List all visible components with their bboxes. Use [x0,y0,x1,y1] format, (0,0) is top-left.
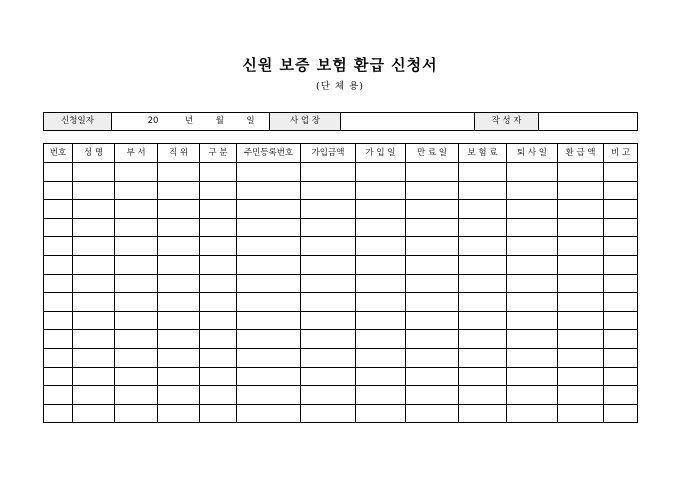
table-cell-remarks[interactable] [604,330,638,349]
table-cell-name[interactable] [73,367,115,386]
table-row [44,367,638,386]
table-cell-subscription-amount[interactable] [301,274,356,293]
table-row [44,274,638,293]
table-cell-join-date[interactable] [356,311,406,330]
table-cell-refund-amount[interactable] [558,293,604,312]
column-header-name: 성 명 [73,144,115,163]
table-cell-position[interactable] [158,237,200,256]
table-cell-resignation-date[interactable] [507,237,558,256]
table-cell-join-date[interactable] [356,330,406,349]
table-cell-resident-id[interactable] [237,311,301,330]
application-header-row [44,113,638,131]
date-month-unit: 월 [215,116,224,127]
table-cell-name[interactable] [73,330,115,349]
table-cell-position[interactable] [158,404,200,423]
table-cell-no[interactable] [44,218,73,237]
column-header-premium: 보 험 료 [459,144,507,163]
table-cell-resignation-date[interactable] [507,293,558,312]
date-day-unit: 일 [246,116,255,127]
date-year-prefix: 20 [147,116,159,127]
table-cell-expiry-date[interactable] [406,386,459,405]
table-cell-resignation-date[interactable] [507,404,558,423]
table-row [44,218,638,237]
table-cell-no[interactable] [44,200,73,219]
table-cell-position[interactable] [158,293,200,312]
table-cell-expiry-date[interactable] [406,255,459,274]
table-cell-refund-amount[interactable] [558,311,604,330]
workplace-field[interactable] [341,113,475,131]
table-cell-subscription-amount[interactable] [301,200,356,219]
table-cell-name[interactable] [73,274,115,293]
table-body [44,163,638,423]
table-cell-refund-amount[interactable] [558,330,604,349]
table-cell-join-date[interactable] [356,293,406,312]
table-cell-name[interactable] [73,311,115,330]
table-cell-refund-amount[interactable] [558,404,604,423]
table-cell-remarks[interactable] [604,255,638,274]
table-cell-resident-id[interactable] [237,404,301,423]
table-cell-resident-id[interactable] [237,367,301,386]
table-cell-no[interactable] [44,348,73,367]
table-cell-premium[interactable] [459,311,507,330]
application-date-field[interactable] [112,113,270,131]
column-header-subscription-amount: 가입금액 [301,144,356,163]
column-header-resignation-date: 퇴 사 일 [507,144,558,163]
table-header-row [44,144,638,163]
table-cell-subscription-amount[interactable] [301,293,356,312]
table-cell-resident-id[interactable] [237,330,301,349]
table-cell-name[interactable] [73,404,115,423]
table-cell-name[interactable] [73,181,115,200]
table-cell-refund-amount[interactable] [558,200,604,219]
table-cell-premium[interactable] [459,218,507,237]
table-row [44,255,638,274]
table-cell-resignation-date[interactable] [507,367,558,386]
table-cell-department[interactable] [115,218,158,237]
table-cell-subscription-amount[interactable] [301,330,356,349]
table-cell-department[interactable] [115,404,158,423]
table-cell-join-date[interactable] [356,367,406,386]
table-cell-premium[interactable] [459,163,507,182]
column-header-resident-id: 주민등록번호 [237,144,301,163]
table-cell-position[interactable] [158,348,200,367]
table-cell-expiry-date[interactable] [406,181,459,200]
table-cell-premium[interactable] [459,274,507,293]
table-cell-refund-amount[interactable] [558,255,604,274]
table-cell-subscription-amount[interactable] [301,386,356,405]
table-cell-expiry-date[interactable] [406,293,459,312]
column-header-refund-amount: 환 급 액 [558,144,604,163]
workplace-label: 사 업 장 [270,113,341,131]
table-cell-premium[interactable] [459,348,507,367]
table-cell-resident-id[interactable] [237,348,301,367]
table-cell-remarks[interactable] [604,237,638,256]
column-header-join-date: 가 입 일 [356,144,406,163]
table-cell-resident-id[interactable] [237,181,301,200]
table-cell-remarks[interactable] [604,163,638,182]
table-cell-join-date[interactable] [356,274,406,293]
table-cell-premium[interactable] [459,200,507,219]
table-cell-resident-id[interactable] [237,274,301,293]
table-cell-refund-amount[interactable] [558,367,604,386]
table-cell-no[interactable] [44,330,73,349]
author-field[interactable] [539,113,638,131]
table-cell-expiry-date[interactable] [406,237,459,256]
table-cell-join-date[interactable] [356,404,406,423]
table-cell-resignation-date[interactable] [507,330,558,349]
table-cell-resignation-date[interactable] [507,348,558,367]
table-cell-resident-id[interactable] [237,200,301,219]
table-cell-join-date[interactable] [356,218,406,237]
document-subtitle: (단 체 용) [316,81,364,92]
column-header-expiry-date: 만 료 일 [406,144,459,163]
table-cell-name[interactable] [73,386,115,405]
column-header-department: 부 서 [115,144,158,163]
table-cell-resignation-date[interactable] [507,218,558,237]
table-cell-remarks[interactable] [604,348,638,367]
table-cell-remarks[interactable] [604,274,638,293]
table-cell-department[interactable] [115,330,158,349]
table-cell-subscription-amount[interactable] [301,163,356,182]
table-cell-name[interactable] [73,200,115,219]
table-cell-refund-amount[interactable] [558,348,604,367]
table-cell-department[interactable] [115,163,158,182]
table-cell-department[interactable] [115,181,158,200]
table-cell-name[interactable] [73,293,115,312]
table-cell-remarks[interactable] [604,386,638,405]
table-cell-resident-id[interactable] [237,163,301,182]
table-cell-category[interactable] [200,163,237,182]
table-cell-category[interactable] [200,330,237,349]
table-cell-refund-amount[interactable] [558,274,604,293]
column-header-remarks: 비 고 [604,144,638,163]
table-cell-name[interactable] [73,348,115,367]
table-cell-category[interactable] [200,348,237,367]
table-cell-department[interactable] [115,386,158,405]
table-cell-no[interactable] [44,255,73,274]
table-cell-position[interactable] [158,330,200,349]
table-cell-category[interactable] [200,200,237,219]
table-cell-refund-amount[interactable] [558,181,604,200]
document-title: 신원 보증 보험 환급 신청서 [242,56,438,74]
table-cell-department[interactable] [115,293,158,312]
table-cell-category[interactable] [200,367,237,386]
refund-list-table [43,143,638,423]
table-cell-resignation-date[interactable] [507,311,558,330]
table-cell-category[interactable] [200,386,237,405]
table-cell-resignation-date[interactable] [507,200,558,219]
table-cell-no[interactable] [44,311,73,330]
table-cell-remarks[interactable] [604,181,638,200]
table-cell-name[interactable] [73,163,115,182]
table-row [44,348,638,367]
table-cell-premium[interactable] [459,181,507,200]
application-date-label: 신청일자 [44,113,112,131]
table-cell-category[interactable] [200,311,237,330]
table-cell-resignation-date[interactable] [507,181,558,200]
table-cell-resignation-date[interactable] [507,386,558,405]
table-row [44,311,638,330]
table-cell-premium[interactable] [459,293,507,312]
table-cell-department[interactable] [115,348,158,367]
table-cell-subscription-amount[interactable] [301,237,356,256]
table-cell-expiry-date[interactable] [406,311,459,330]
table-row [44,404,638,423]
table-cell-premium[interactable] [459,404,507,423]
table-cell-subscription-amount[interactable] [301,404,356,423]
table-cell-subscription-amount[interactable] [301,367,356,386]
table-cell-remarks[interactable] [604,293,638,312]
table-cell-remarks[interactable] [604,218,638,237]
table-cell-remarks[interactable] [604,404,638,423]
table-cell-category[interactable] [200,181,237,200]
table-cell-subscription-amount[interactable] [301,181,356,200]
table-cell-no[interactable] [44,367,73,386]
table-cell-subscription-amount[interactable] [301,255,356,274]
table-cell-resident-id[interactable] [237,386,301,405]
table-cell-join-date[interactable] [356,348,406,367]
table-cell-no[interactable] [44,274,73,293]
table-cell-expiry-date[interactable] [406,163,459,182]
table-cell-department[interactable] [115,255,158,274]
table-cell-resignation-date[interactable] [507,163,558,182]
table-cell-category[interactable] [200,293,237,312]
table-cell-expiry-date[interactable] [406,218,459,237]
table-cell-position[interactable] [158,367,200,386]
table-cell-no[interactable] [44,293,73,312]
table-cell-refund-amount[interactable] [558,237,604,256]
table-cell-premium[interactable] [459,255,507,274]
table-cell-subscription-amount[interactable] [301,218,356,237]
table-cell-premium[interactable] [459,330,507,349]
table-cell-resignation-date[interactable] [507,274,558,293]
table-cell-expiry-date[interactable] [406,404,459,423]
table-cell-subscription-amount[interactable] [301,311,356,330]
table-cell-category[interactable] [200,404,237,423]
table-cell-position[interactable] [158,311,200,330]
table-cell-no[interactable] [44,237,73,256]
table-cell-expiry-date[interactable] [406,274,459,293]
table-cell-expiry-date[interactable] [406,348,459,367]
table-cell-join-date[interactable] [356,255,406,274]
table-cell-name[interactable] [73,237,115,256]
table-cell-refund-amount[interactable] [558,218,604,237]
table-cell-department[interactable] [115,367,158,386]
table-cell-subscription-amount[interactable] [301,348,356,367]
table-cell-premium[interactable] [459,386,507,405]
table-cell-department[interactable] [115,274,158,293]
table-cell-join-date[interactable] [356,386,406,405]
table-cell-join-date[interactable] [356,181,406,200]
table-row [44,330,638,349]
table-cell-join-date[interactable] [356,200,406,219]
table-cell-premium[interactable] [459,367,507,386]
table-cell-name[interactable] [73,255,115,274]
table-cell-category[interactable] [200,255,237,274]
table-cell-no[interactable] [44,386,73,405]
table-cell-join-date[interactable] [356,237,406,256]
table-cell-position[interactable] [158,386,200,405]
table-cell-resident-id[interactable] [237,255,301,274]
table-cell-department[interactable] [115,237,158,256]
table-cell-position[interactable] [158,200,200,219]
table-row [44,386,638,405]
table-cell-department[interactable] [115,311,158,330]
table-cell-join-date[interactable] [356,163,406,182]
table-cell-refund-amount[interactable] [558,386,604,405]
table-cell-resident-id[interactable] [237,237,301,256]
table-cell-category[interactable] [200,274,237,293]
table-cell-premium[interactable] [459,237,507,256]
table-cell-department[interactable] [115,200,158,219]
application-header-table [43,112,638,131]
table-cell-position[interactable] [158,163,200,182]
table-cell-expiry-date[interactable] [406,367,459,386]
table-cell-position[interactable] [158,255,200,274]
table-cell-remarks[interactable] [604,311,638,330]
table-cell-name[interactable] [73,218,115,237]
author-label: 작 성 자 [475,113,539,131]
table-cell-position[interactable] [158,181,200,200]
table-cell-no[interactable] [44,404,73,423]
column-header-position: 직 위 [158,144,200,163]
column-header-category: 구 분 [200,144,237,163]
table-row [44,293,638,312]
date-year-unit: 년 [184,116,194,127]
table-row [44,200,638,219]
table-cell-resident-id[interactable] [237,218,301,237]
table-row [44,163,638,182]
table-cell-remarks[interactable] [604,367,638,386]
table-row [44,237,638,256]
table-cell-remarks[interactable] [604,200,638,219]
table-cell-no[interactable] [44,181,73,200]
table-cell-position[interactable] [158,274,200,293]
table-cell-resignation-date[interactable] [507,255,558,274]
table-cell-resident-id[interactable] [237,293,301,312]
table-cell-refund-amount[interactable] [558,163,604,182]
column-header-no: 번호 [44,144,73,163]
table-cell-category[interactable] [200,218,237,237]
table-cell-expiry-date[interactable] [406,330,459,349]
table-row [44,181,638,200]
table-cell-position[interactable] [158,218,200,237]
table-cell-expiry-date[interactable] [406,200,459,219]
table-cell-category[interactable] [200,237,237,256]
table-cell-no[interactable] [44,163,73,182]
